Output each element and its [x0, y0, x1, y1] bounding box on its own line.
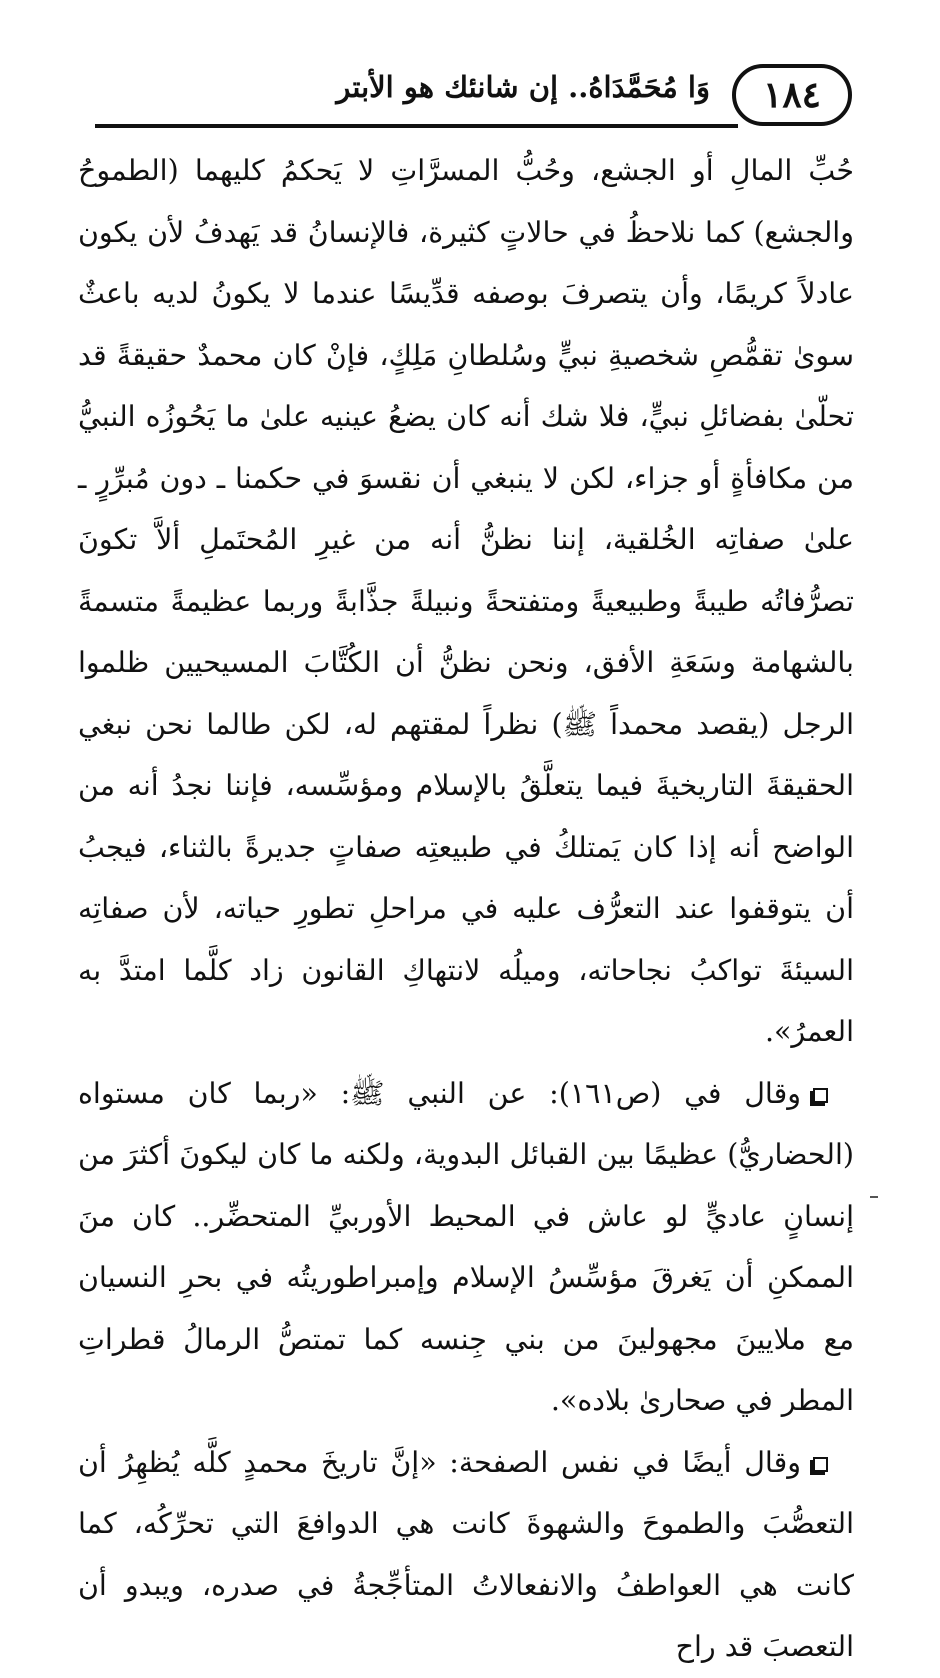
paragraph-text: وقال في (ص١٦١): عن النبي ﷺ: «ربما كان مستواه (الحضاريُّ) عظيمًا بين القبائل البدوية، ولكنه ما كان ليكونَ أكثرَ من إنسانٍ عاديٍّ لو عاش في المحيط الأوربيِّ المتحضِّر.. كان منَ الممكنِ أن يَغرقَ مؤسِّسُ الإسلام وإمبراطوريتُه في بحرِ النسيان مع ملايينَ مجهولينَ من بني جِنسه كما تمتصُّ الرمالُ قطراتِ المطر في صحارىٰ بلاده».	[78, 1076, 854, 1417]
page-number: ١٨٤	[763, 74, 822, 116]
paragraph-continued-quote	[78, 140, 854, 1063]
page-body	[78, 140, 854, 1678]
paragraph-text: وقال أيضًا في نفس الصفحة: «إنَّ تاريخَ محمدٍ كلَّه يُظهِرُ أن التعصُّبَ والطموحَ والشهوةَ كانت هي الدوافعَ التي تحرِّكُه، كما كانت هي العواطفُ والانفعالاتُ المتأجِّجةُ في صدره، ويبدو أن التعصبَ قد راح	[78, 1445, 854, 1663]
running-title: وَا مُحَمَّدَاهُ.. إن شانئك هو الأبتر	[336, 70, 710, 104]
page-header	[95, 62, 850, 134]
paragraph-quote-same-page	[78, 1432, 854, 1678]
square-bullet-icon	[813, 1457, 828, 1472]
header-rule	[95, 124, 738, 128]
paragraph-quote-page-161	[78, 1063, 854, 1432]
page-number-badge	[732, 64, 852, 126]
scan-edge-mark	[870, 1196, 878, 1198]
square-bullet-icon	[813, 1088, 828, 1103]
paragraph-text: حُبِّ المالِ أو الجشع، وحُبُّ المسرَّاتِ لا يَحكمُ كليهما (الطموحُ والجشع) كما نلاحظُ في حالاتٍ كثيرة، فالإنسانُ قد يَهدفُ لأن يكون عادلاً كريمًا، وأن يتصرفَ بوصفه قدِّيسًا عندما لا يكونُ لديه باعثٌ سوىٰ تقمُّصِ شخصيةِ نبيٍّ وسُلطانِ مَلِكٍ، فإنْ كان محمدٌ حقيقةً قد تحلّىٰ بفضائلِ نبيٍّ، فلا شك أنه كان يضعُ عينيه علىٰ ما يَحُوزُه النبيُّ من مكافأةٍ أو جزاء، لكن لا ينبغي أن نقسوَ في حكمنا ـ دون مُبرِّرٍ ـ علىٰ صفاتِه الخُلقية، إننا نظنُّ أنه من غيرِ المُحتَملِ ألاَّ تكونَ تصرُّفاتُه طيبةً وطبيعيةً ومتفتحةً ونبيلةً جذَّابةً وربما عظيمةً متسمةً بالشهامة وسَعَةِ الأفق، ونحن نظنُّ أن الكُتَّابَ المسيحيين ظلموا الرجل (يقصد محمداً ﷺ) نظراً لمقتهم له، لكن طالما نحن نبغي الحقيقةَ التاريخيةَ فيما يتعلَّقُ بالإسلام ومؤسِّسه، فإننا نجدُ أنه من الواضح أنه إذا كان يَمتلكُ في طبيعتِه صفاتٍ جديرةً بالثناء، فيجبُ أن يتوقفوا عند التعرُّف عليه في مراحلِ تطورِ حياته، لأن صفاتِه السيئةَ تواكبُ نجاحاته، وميلُه لانتهاكِ القانون زاد كلَّما امتدَّ به العمرُ».	[78, 154, 854, 1048]
